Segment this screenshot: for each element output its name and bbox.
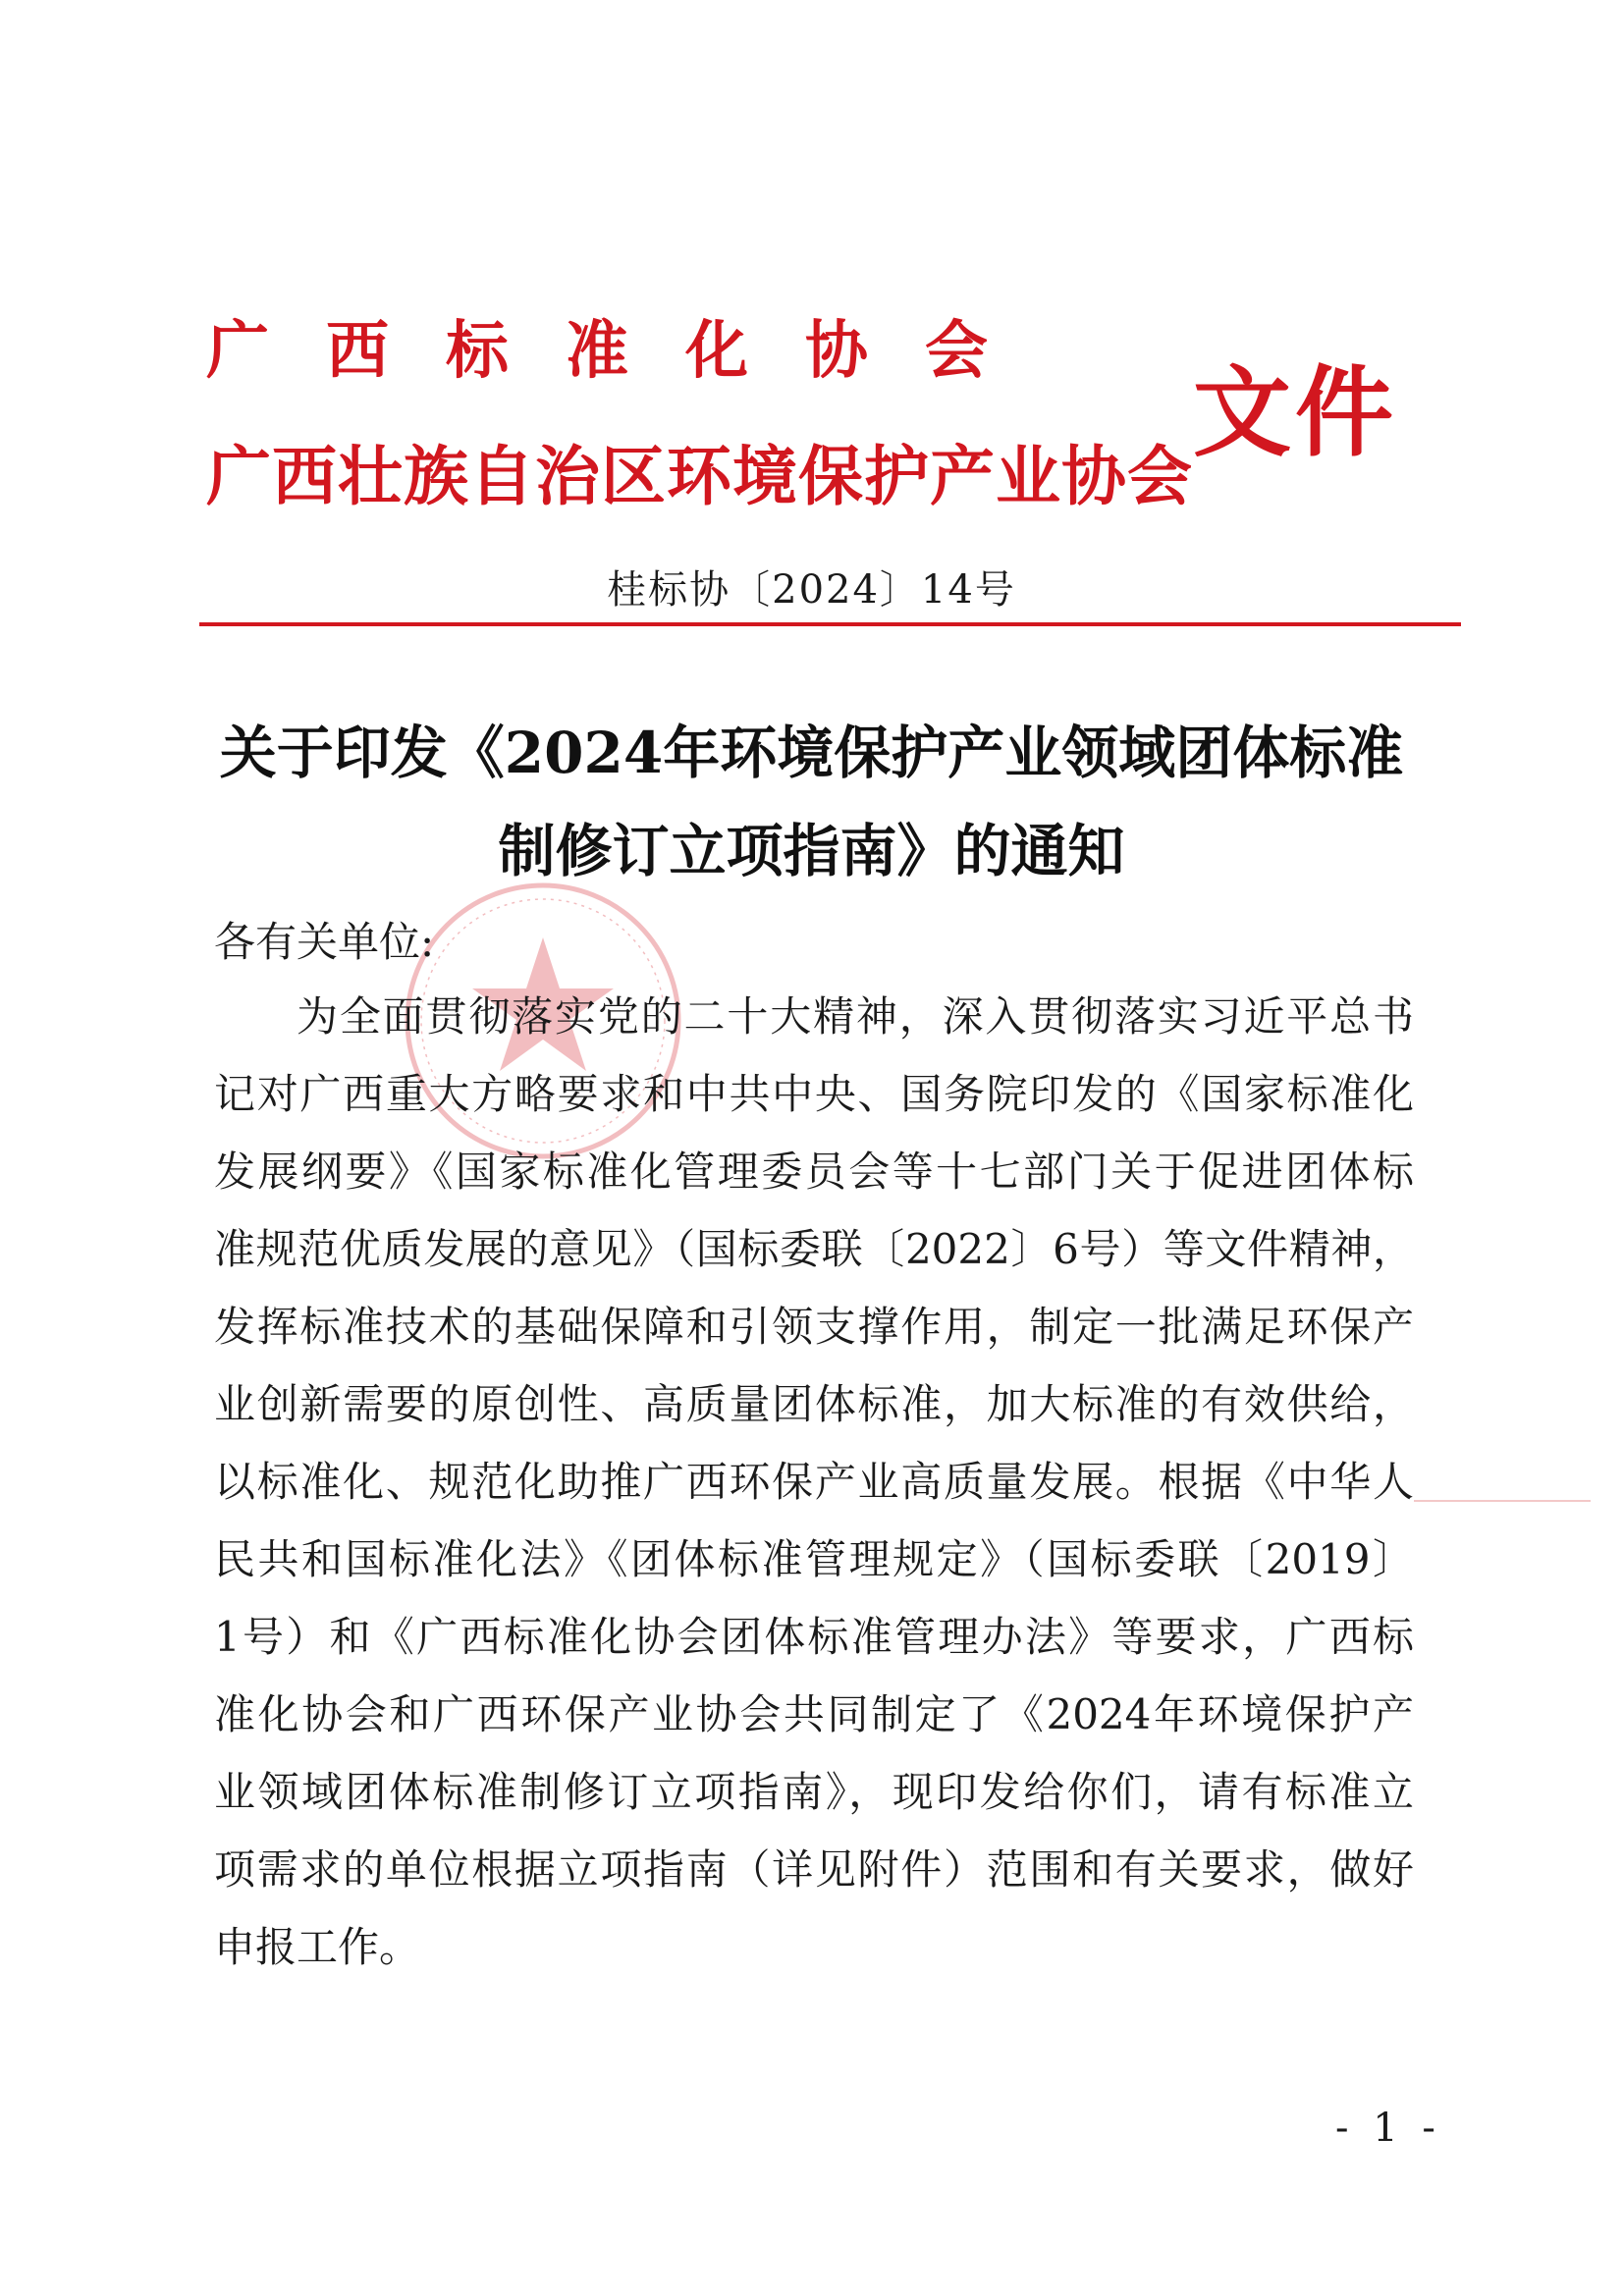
body-line: 项需求的单位根据立项指南（详见附件）范围和有关要求，做好: [214, 1845, 1414, 1894]
body-line: 准规范优质发展的意见》（国标委联〔2022〕6号）等文件精神，: [214, 1225, 1414, 1273]
body-line: 业领域团体标准制修订立项指南》，现印发给你们，请有标准立: [214, 1768, 1414, 1816]
header-doc-suffix: 文件: [1193, 354, 1397, 470]
body-line: 以标准化、规范化助推广西环保产业高质量发展。根据《中华人: [214, 1458, 1414, 1506]
document-title-line-1: 关于印发《2024年环境保护产业领域团体标准: [219, 720, 1404, 786]
page-number: - 1 -: [1335, 2106, 1441, 2151]
body-line: 申报工作。: [214, 1923, 421, 1971]
header-org-line-2: 广西壮族自治区环境保护产业协会: [206, 438, 1193, 514]
header-org-line-1: 广西标准化协会: [206, 314, 1045, 388]
body-line: 准化协会和广西环保产业协会共同制定了《2024年环境保护产: [214, 1690, 1414, 1738]
salutation: 各有关单位:: [214, 918, 435, 966]
body-line: 1号）和《广西标准化协会团体标准管理办法》等要求，广西标: [214, 1613, 1414, 1661]
body-line: 发挥标准技术的基础保障和引领支撑作用，制定一批满足环保产: [214, 1303, 1414, 1351]
body-line: 业创新需要的原创性、高质量团体标准，加大标准的有效供给，: [214, 1380, 1414, 1428]
document-title-line-2: 制修订立项指南》的通知: [498, 818, 1125, 884]
scan-artifact-line: [1414, 1500, 1591, 1502]
document-number: 桂标协〔2024〕14号: [607, 567, 1016, 613]
body-line: 民共和国标准化法》《团体标准管理规定》（国标委联〔2019〕: [214, 1535, 1414, 1583]
body-line: 发展纲要》《国家标准化管理委员会等十七部门关于促进团体标: [214, 1148, 1414, 1196]
body-line: 为全面贯彻落实党的二十大精神，深入贯彻落实习近平总书: [297, 992, 1414, 1041]
body-line: 记对广西重大方略要求和中共中央、国务院印发的《国家标准化: [214, 1070, 1414, 1118]
red-divider-line: [199, 622, 1461, 626]
